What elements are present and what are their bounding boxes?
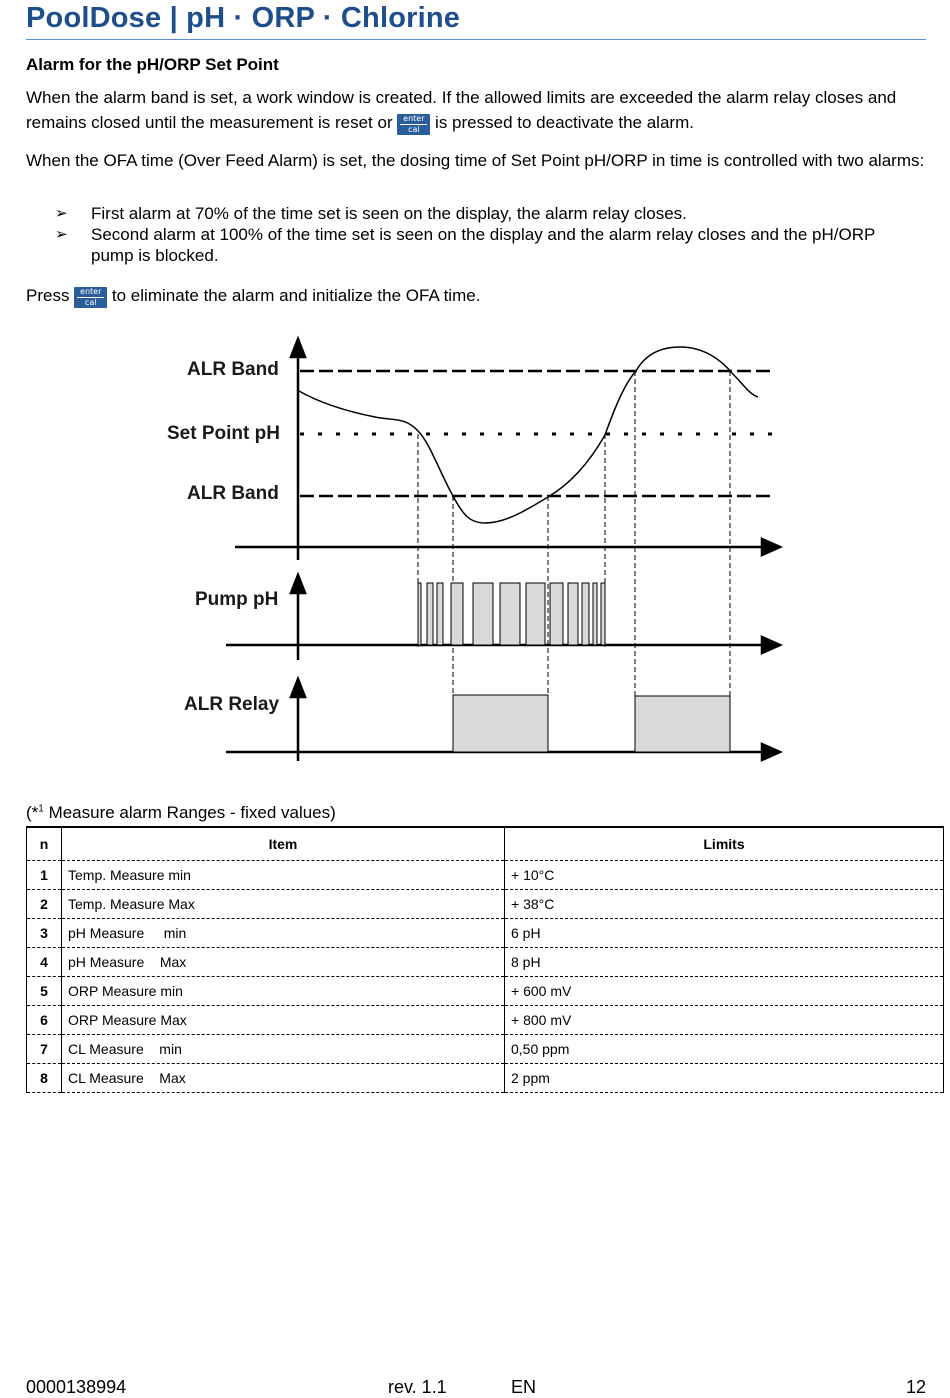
paragraph-press-enter: Press enter cal to eliminate the alarm and initialize the OFA time. [26,286,481,307]
pump-pulses [418,583,605,645]
footer-page-number: 12 [905,1377,926,1397]
paragraph-ofa: When the OFA time (Over Feed Alarm) is set, the dosing time of Set Point pH/ORP in time is controlled with two alarms: [26,151,925,170]
footer-revision: rev. 1.1 [388,1377,447,1397]
table-row: 7 CL Measure min 0,50 ppm [27,1035,944,1064]
list-item: ➢ Second alarm at 100% of the time set is seen on the display and the alarm relay closes and the pH/ORP pump is blocked. [55,225,876,265]
paragraph-alarm-band [26,85,931,135]
enter-cal-key-icon: enter cal [74,287,107,308]
footer-language: EN [511,1377,537,1397]
relay-pulses [453,695,730,752]
alr-band-lower-label: ALR Band [187,483,279,504]
alr-relay-label: ALR Relay [184,694,280,715]
set-point-label: Set Point pH [167,423,280,444]
column-header-limits: Limits [505,827,944,861]
table-header-row [27,827,944,861]
alarm-ranges-table [26,826,944,1093]
pump-ph-label: Pump pH [195,589,279,610]
enter-cal-key-icon: enter cal [397,114,430,135]
table-row: 2 Temp. Measure Max + 38°C [27,890,944,919]
table-row: 4 pH Measure Max 8 pH [27,948,944,977]
table-row: 6 ORP Measure Max + 800 mV [27,1006,944,1035]
main-axes [235,339,780,560]
footer-doc-number: 0000138994 [26,1377,127,1397]
table-row: 3 pH Measure min 6 pH [27,919,944,948]
section-heading: Alarm for the pH/ORP Set Point [26,55,279,74]
paragraph-text: is pressed to deactivate the alarm. [430,113,694,132]
table-row: 8 CL Measure Max 2 ppm [27,1064,944,1093]
page-title: PoolDose | pH · ORP · Chlorine [26,2,461,34]
table-row: 1 Temp. Measure min + 10°C [27,861,944,890]
arrow-bullet-icon: ➢ [55,225,68,243]
alarm-bullet-list [55,203,875,266]
arrow-bullet-icon: ➢ [55,204,68,222]
table-row: 5 ORP Measure min + 600 mV [27,977,944,1006]
column-header-n: n [27,827,62,861]
list-item: ➢ First alarm at 70% of the time set is seen on the display, the alarm relay closes. [55,204,687,223]
title-rule [26,39,926,40]
alr-band-upper-label: ALR Band [187,359,279,380]
alarm-timing-diagram [0,325,950,770]
paragraph-text: When the alarm band is set, a work window is created. If the allowed limits are exceeded the alarm relay closes and remains closed until the measurement is reset or [26,88,897,132]
column-header-item: Item [62,827,505,861]
table-caption: (*$^1$ Measure alarm Ranges - fixed values) [26,803,336,822]
